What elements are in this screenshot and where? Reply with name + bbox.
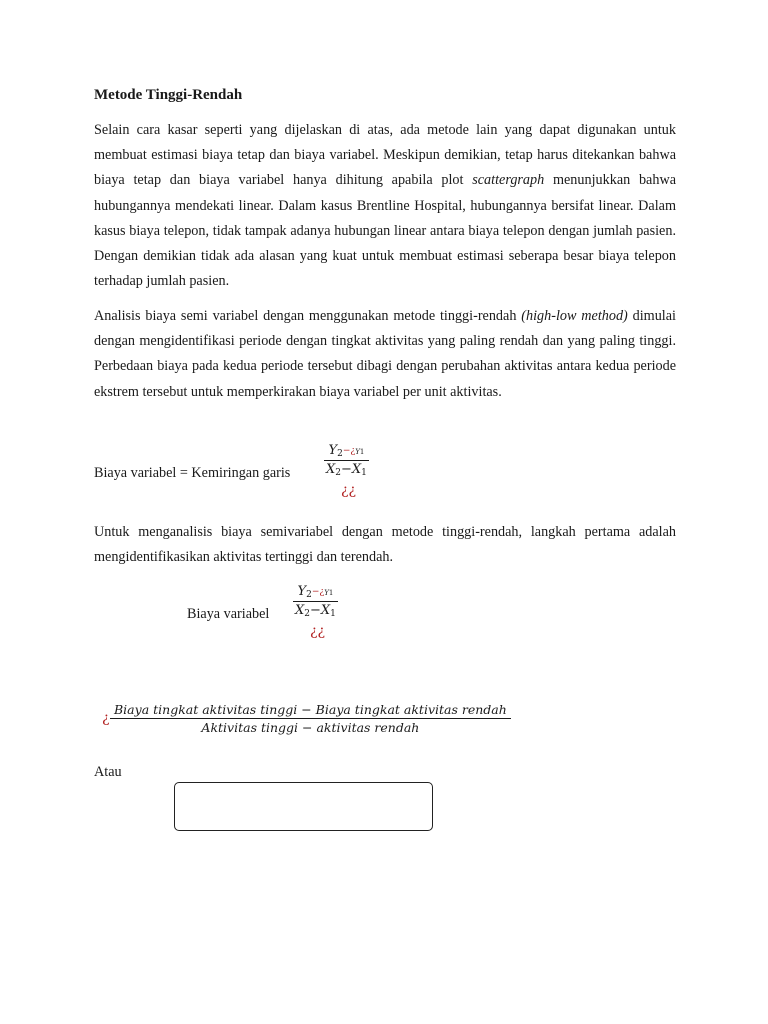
atau-label: Atau: [94, 764, 122, 780]
broken-symbol: ¿¿: [341, 482, 357, 498]
formula-slope-label: Biaya variabel = Kemiringan garis: [94, 465, 291, 481]
paragraph-intro-text-a: Selain cara kasar seperti yang dijelaskan di atas, ada metode lain yang dapat digunakan untuk membuat estimasi biaya tetap dan biaya variabel. Meskipun demikian, tetap harus ditekankan bahwa biaya tetap dan biaya variabel hanya dihitung apabila plot: [94, 122, 676, 189]
formula-variable-cost-label: Biaya variabel: [187, 606, 270, 622]
paragraph-steps: Untuk menganalisis biaya semivariabel dengan metode tinggi-rendah, langkah pertama adalah mengidentifikasikan aktivitas tertinggi dan terendah.: [94, 524, 676, 566]
paragraph-analysis-text-b: dimulai dengan mengidentifikasi periode dengan tingkat aktivitas yang paling rendah dan yang paling tinggi. Perbedaan biaya pada kedua periode tersebut dibagi dengan perubahan aktivitas antara kedua periode ekstrem tersebut untuk memperkirakan biaya variabel per unit aktivitas.: [94, 308, 676, 400]
fraction-denominator: $X_2-X_1$: [326, 462, 367, 478]
section-heading: Metode Tinggi-Rendah: [94, 87, 243, 103]
fraction-denominator: Aktivitas tinggi − aktivitas rendah: [110, 718, 511, 735]
formula-slope-fraction: [324, 443, 369, 478]
formula-high-low-fraction: [110, 702, 511, 735]
paragraph-intro: [94, 118, 676, 294]
fraction-numerator: $Y_2-¿Y1$: [328, 443, 365, 459]
paragraph-analysis: [94, 304, 676, 405]
paragraph-analysis-text-a: Analisis biaya semi variabel dengan menggunakan metode tinggi-rendah: [94, 308, 522, 324]
formula-variable-cost-fraction: [293, 584, 338, 619]
fraction-denominator: $X_2-X_1$: [295, 603, 336, 619]
scattergraph-term: scattergraph: [472, 172, 545, 189]
paragraph-intro-text-b: menunjukkan bahwa hubungannya mendekati linear. Dalam kasus Brentline Hospital, hubungannya bersifat linear. Dalam kasus biaya telepon, tidak tampak adanya hubungan linear antara biaya telepon dengan jumlah pasien. Dengan demikian tidak ada alasan yang kuat untuk membuat estimasi seberapa besar biaya telepon terhadap jumlah pasien.: [94, 172, 676, 290]
high-low-method-term: (high-low method): [521, 308, 628, 324]
fraction-numerator: Biaya tingkat aktivitas tinggi − Biaya tingkat aktivitas rendah: [114, 702, 507, 717]
empty-formula-box: [174, 782, 433, 831]
broken-symbol: ¿: [102, 710, 110, 726]
broken-symbol: ¿¿: [310, 623, 326, 639]
fraction-numerator: $Y_2-¿Y1$: [297, 584, 334, 600]
